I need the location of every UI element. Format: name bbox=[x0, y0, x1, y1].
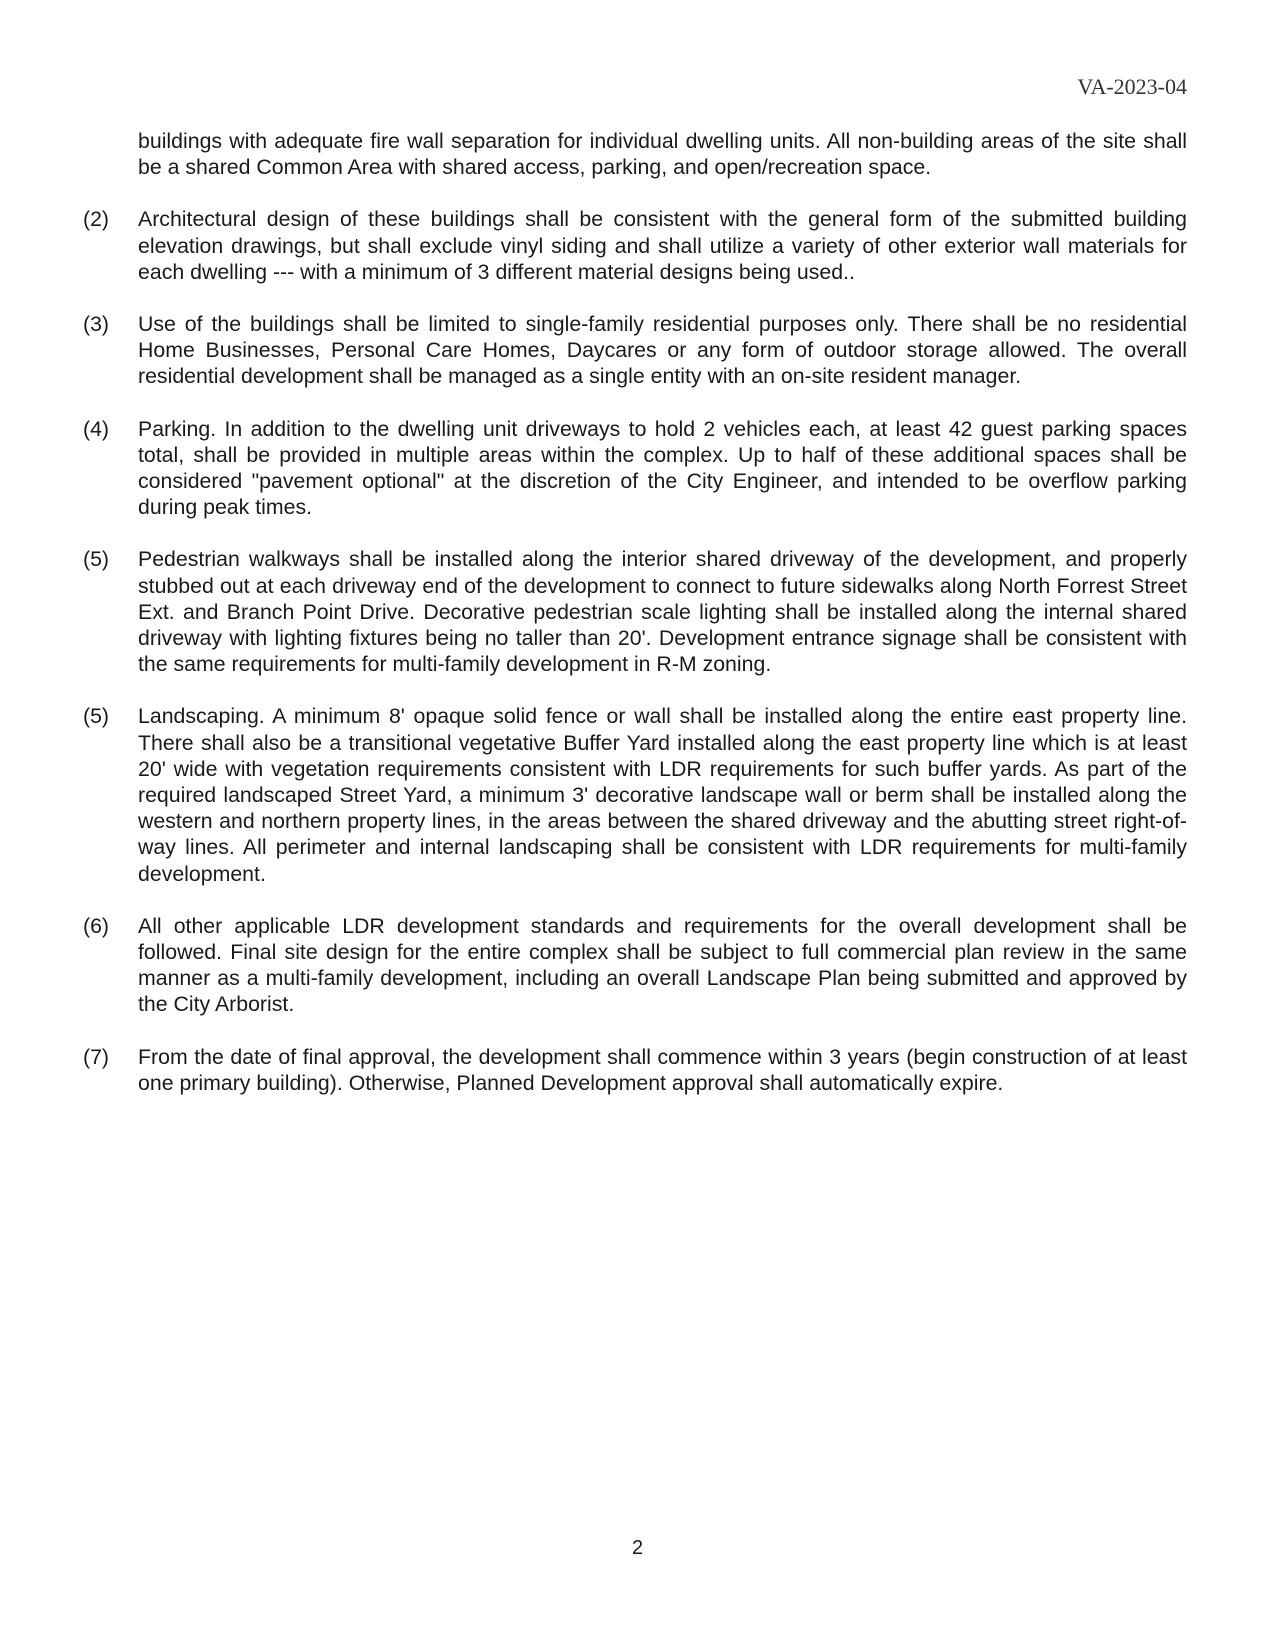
continued-paragraph: buildings with adequate fire wall separation for individual dwelling units. All non-building areas of the site shall be a shared Common Area with shared access, parking, and open/recreation space. bbox=[138, 129, 1187, 180]
item-text: Architectural design of these buildings shall be consistent with the general form of the submitted building elevation drawings, but shall exclude vinyl siding and shall utilize a variety of other exterior wall materials for each dwelling --- with a minimum of 3 different material designs being used.. bbox=[138, 207, 1187, 284]
document-body bbox=[83, 128, 1187, 1096]
list-item-5-walkways bbox=[83, 546, 1187, 677]
item-number: (7) bbox=[83, 1044, 110, 1069]
list-item-6 bbox=[83, 913, 1187, 1018]
item-text: Landscaping. A minimum 8' opaque solid fence or wall shall be installed along the entire east property line. There shall also be a transitional vegetative Buffer Yard installed along the east property line which is at least 20' wide with vegetation requirements consistent with LDR requirements for such buffer yards. As part of the required landscaped Street Yard, a minimum 3' decorative landscape wall or berm shall be installed along the western and northern property lines, in the areas between the shared driveway and the abutting street right-of-way lines. All perimeter and internal landscaping shall be consistent with LDR requirements for multi-family development. bbox=[138, 704, 1187, 886]
item-number: (6) bbox=[83, 913, 110, 938]
item-text: Parking. In addition to the dwelling unit driveways to hold 2 vehicles each, at least 42 guest parking spaces total, shall be provided in multiple areas within the complex. Up to half of these additional spaces shall be considered "pavement optional" at the discretion of the City Engineer, and intended to be overflow parking during peak times. bbox=[138, 416, 1187, 520]
item-number: (5) bbox=[83, 704, 110, 729]
page-number: 2 bbox=[631, 1537, 644, 1559]
document-id: VA-2023-04 bbox=[1077, 74, 1187, 99]
item-number: (2) bbox=[83, 207, 110, 232]
item-number: (4) bbox=[83, 416, 110, 441]
list-item-2 bbox=[83, 206, 1187, 285]
item-text: Use of the buildings shall be limited to single-family residential purposes only. There shall be no residential Home Businesses, Personal Care Homes, Daycares or any form of outdoor storage allowed. The overall residential development shall be managed as a single entity with an on-site resident manager. bbox=[138, 312, 1187, 389]
item-text: Pedestrian walkways shall be installed along the interior shared driveway of the development, and properly stubbed out at each driveway end of the development to connect to future sidewalks along North Forrest Street Ext. and Branch Point Drive. Decorative pedestrian scale lighting shall be installed along the internal shared driveway with lighting fixtures being no taller than 20'. Development entrance signage shall be consistent with the same requirements for multi-family development in R-M zoning. bbox=[138, 547, 1187, 677]
item-number: (3) bbox=[83, 312, 110, 337]
item-text: All other applicable LDR development standards and requirements for the overall development shall be followed. Final site design for the entire complex shall be subject to full commercial plan review in the same manner as a multi-family development, including an overall Landscape Plan being submitted and approved by the City Arborist. bbox=[138, 913, 1187, 1017]
item-text: From the date of final approval, the development shall commence within 3 years (begin construction of at least one primary building). Otherwise, Planned Development approval shall automatically expire. bbox=[138, 1044, 1187, 1095]
list-item-7 bbox=[83, 1044, 1187, 1096]
list-item-3 bbox=[83, 311, 1187, 390]
list-item-5-landscaping bbox=[83, 703, 1187, 886]
list-item-4 bbox=[83, 416, 1187, 521]
item-number: (5) bbox=[83, 547, 110, 572]
